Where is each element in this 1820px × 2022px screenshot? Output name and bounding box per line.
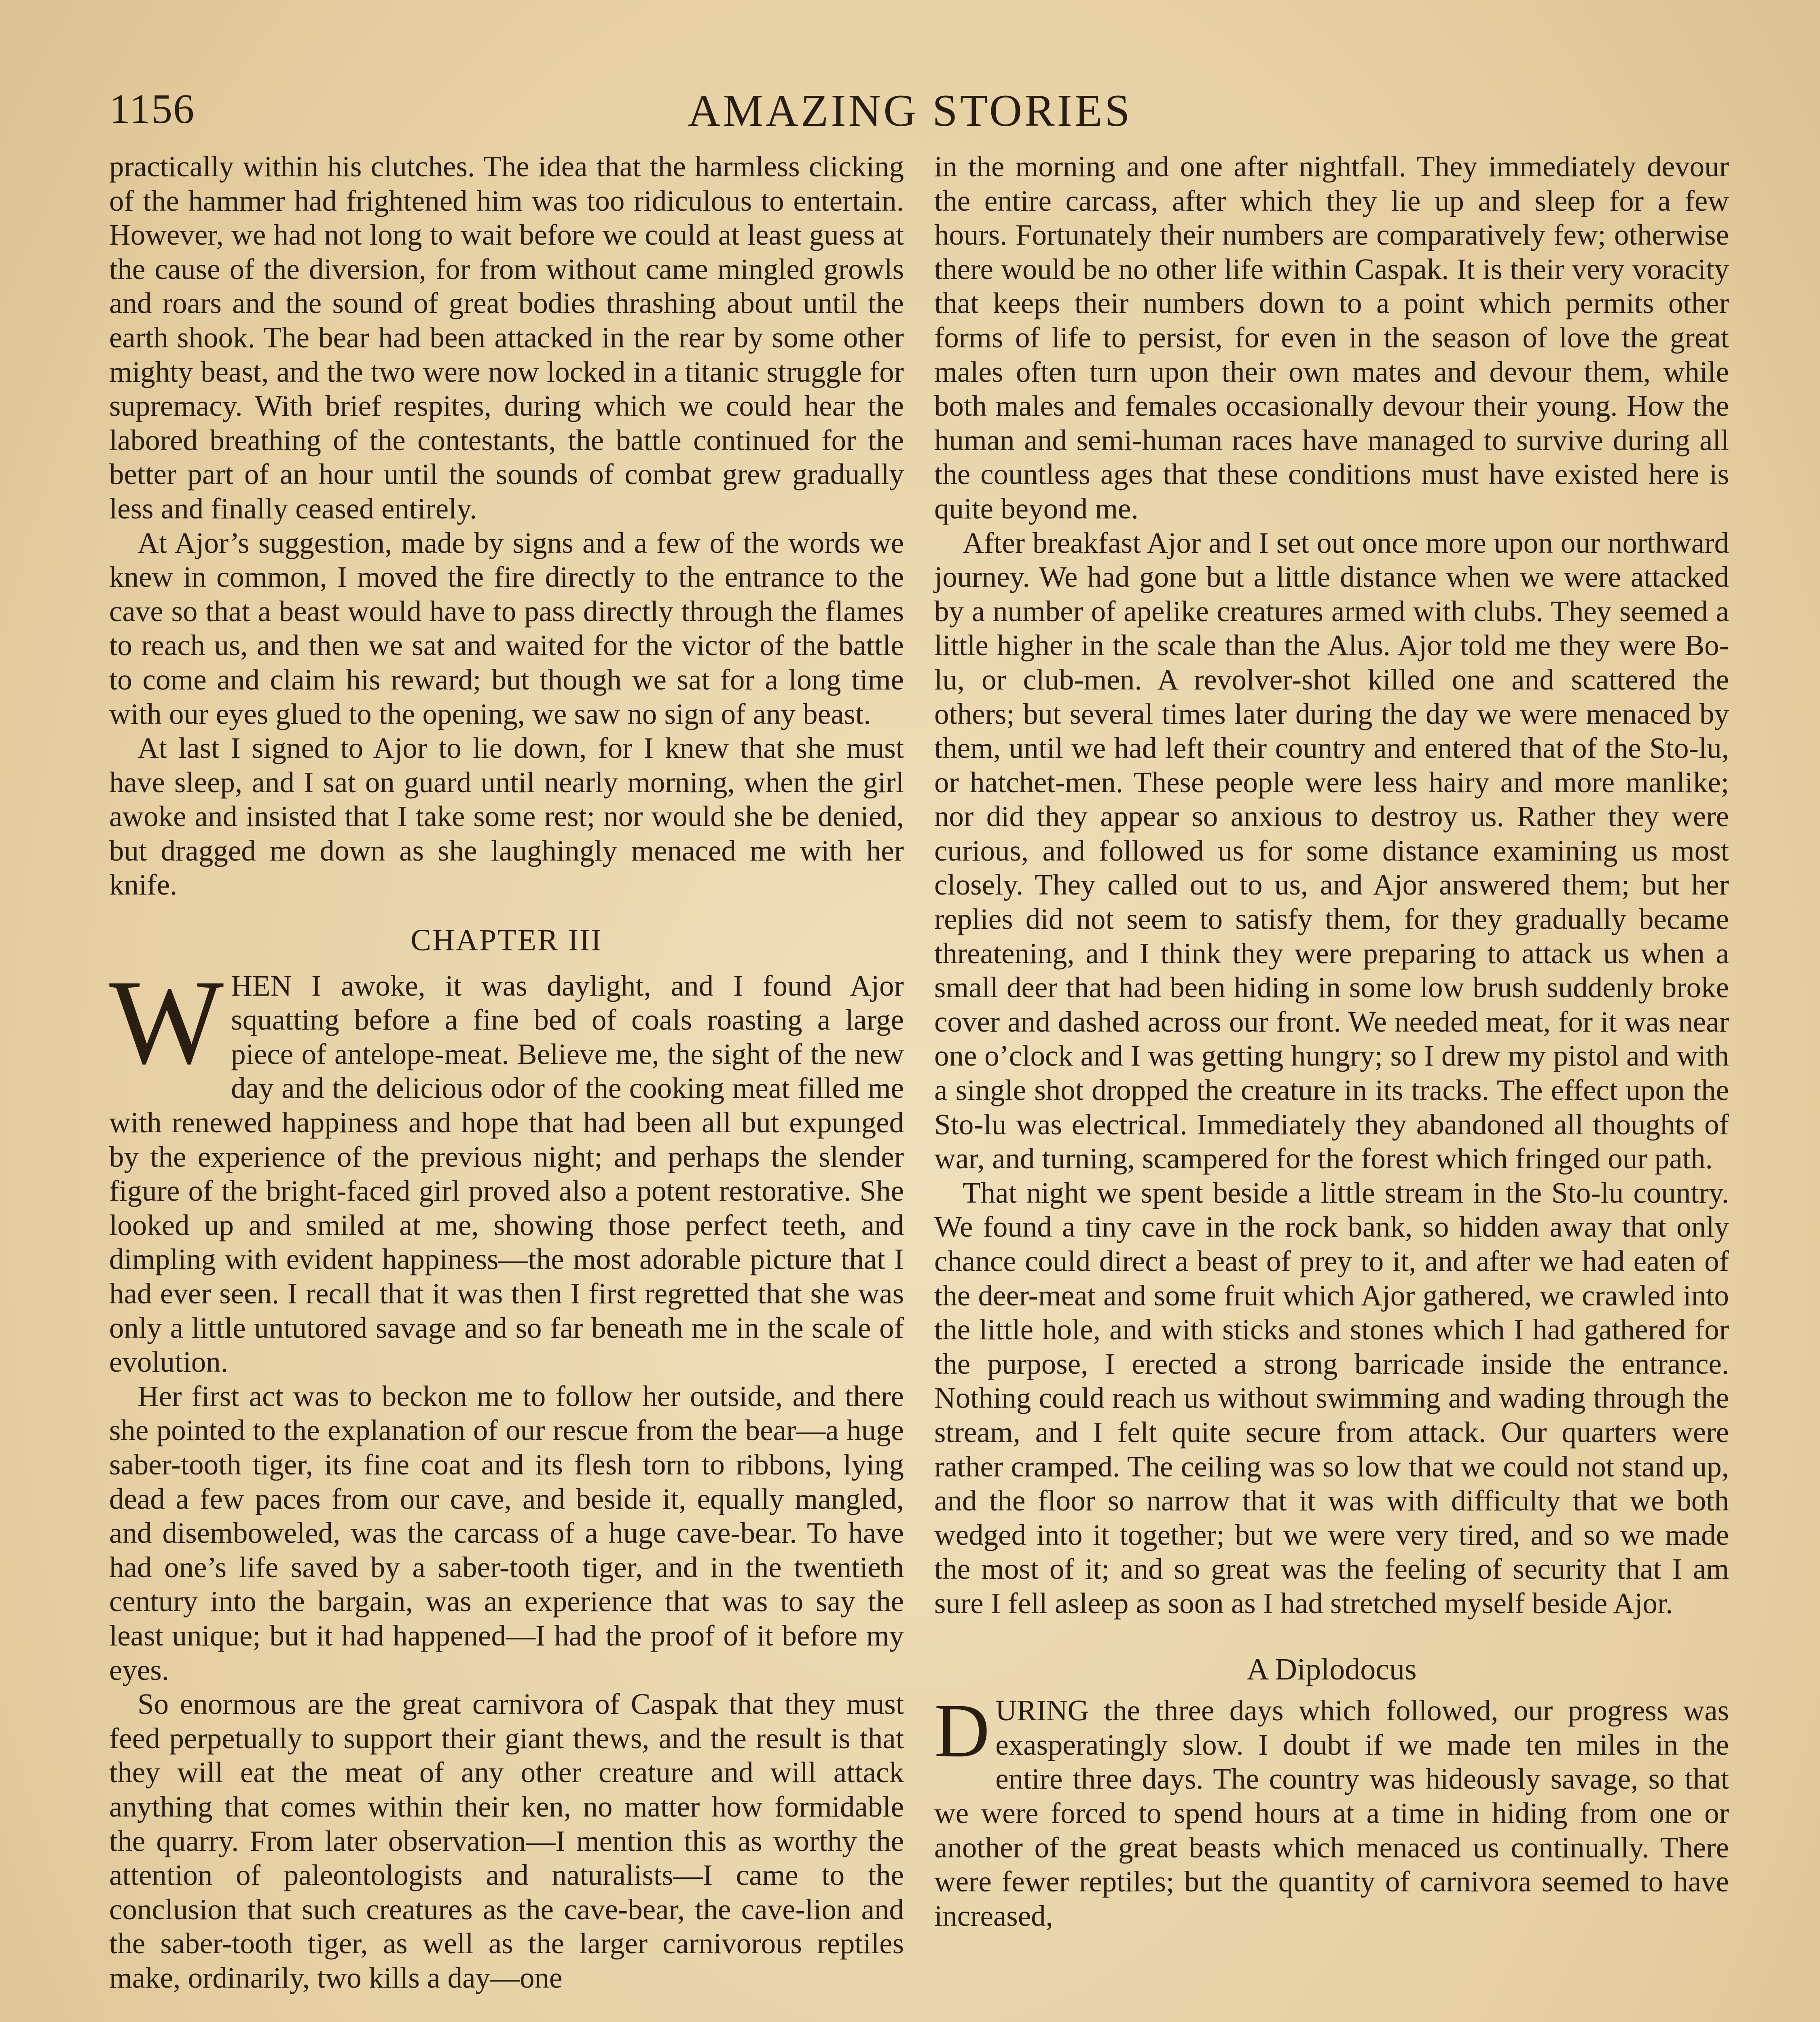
- section-subheading: A Diplodocus: [1246, 1652, 1417, 1686]
- left-column: [109, 150, 904, 1995]
- drop-cap: D: [934, 1688, 990, 1774]
- page-number: 1156: [109, 86, 195, 132]
- chapter-heading: CHAPTER III: [411, 923, 603, 958]
- body-paragraph: At last I signed to Ajor to lie down, for I knew that she must have sleep, and I sat on guard until nearly morning, when the girl awoke and insisted that I take some rest; nor would she be denied, but dragged me down as she laughingly menaced me with her knife.: [109, 732, 904, 901]
- body-paragraph: So enormous are the great carnivora of Caspak that they must feed perpetually to support their giant thews, and the result is that they will eat the meat of any other creature and will attack anything that comes within their ken, no matter how formidable the quarry. From later observation—I mention this as worthy the attention of paleontologists and naturalists—I came to the conclusion that such creatures as the cave-bear, the cave-lion and the saber-tooth tiger, as well as the larger carnivorous reptiles make, ordinarily, two kills a day—one: [109, 1688, 904, 1994]
- drop-cap: W: [109, 954, 224, 1089]
- section-opening-text: URING the three days which followed, our progress was exasperatingly slow. I doubt if we made ten miles in the entire three days. The country was hideously savage, so that we were forced to spend hours at a time in hiding from one or another of the great beasts which menaced us continually. There were fewer reptiles; but the quantity of carnivora seemed to have increased,: [934, 1694, 1729, 1932]
- body-paragraph: practically within his clutches. The idea that the harmless clicking of the hammer had frightened him was too ridiculous to entertain. However, we had not long to wait before we could at least guess at the cause of the diversion, for from without came mingled growls and roars and the sound of great bodies thrashing about until the earth shook. The bear had been attacked in the rear by some other mighty beast, and the two were now locked in a titanic struggle for supremacy. With brief respites, during which we could hear the labored breathing of the contestants, the battle continued for the better part of an hour until the sounds of combat grew gradually less and finally ceased entirely.: [109, 150, 904, 525]
- right-column: [934, 150, 1729, 1933]
- body-paragraph: That night we spent beside a little stream in the Sto-lu country. We found a tiny cave in the rock bank, so hidden away that only chance could direct a beast of prey to it, and after we had eaten of the deer-meat and some fruit which Ajor gathered, we crawled into the little hole, and with sticks and stones which I had gathered for the purpose, I erected a strong barricade inside the entrance. Nothing could reach us without swimming and wading through the stream, and I felt quite secure from attack. Our quarters were rather cramped. The ceiling was so low that we could not stand up, and the floor so narrow that it was with difficulty that we both wedged into it together; but we were very tired, and so we made the most of it; and so great was the feeling of security that I am sure I fell asleep as soon as I had stretched myself beside Ajor.: [934, 1176, 1729, 1620]
- body-paragraph: Her first act was to beckon me to follow her outside, and there she pointed to the explanation of our rescue from the bear—a huge saber-tooth tiger, its fine coat and its flesh torn to ribbons, lying dead a few paces from our cave, and beside it, equally mangled, and disemboweled, was the carcass of a huge cave-bear. To have had one’s life saved by a saber-tooth tiger, and in the twentieth century into the bargain, was an experience that was to say the least unique; but it had happened—I had the proof of it before my eyes.: [109, 1379, 904, 1686]
- chapter-opening-text: HEN I awoke, it was daylight, and I found Ajor squatting before a fine bed of coals roasting a large piece of antelope-meat. Believe me, the sight of the new day and the delicious odor of the cooking meat filled me with renewed happiness and hope that had been all but expunged by the experience of the previous night; and perhaps the slender figure of the bright-faced girl proved also a potent restorative. She looked up and smiled at me, showing those perfect teeth, and dimpling with evident happiness—the most adorable picture that I had ever seen. I recall that it was then I first regretted that she was only a little untutored savage and so far beneath me in the scale of evolution.: [109, 969, 904, 1379]
- body-paragraph: in the morning and one after nightfall. They immediately devour the entire carcass, after which they lie up and sleep for a few hours. Fortunately their numbers are comparatively few; otherwise there would be no other life within Caspak. It is their very voracity that keeps their numbers down to a point which permits other forms of life to persist, for even in the season of love the great males often turn upon their own mates and devour them, while both males and females occasionally devour their young. How the human and semi-human races have managed to survive during all the countless ages that these conditions must have existed here is quite beyond me.: [934, 150, 1729, 525]
- page-header: [109, 73, 1711, 150]
- chapter-opening-paragraph: [109, 954, 904, 1379]
- body-paragraph: At Ajor’s suggestion, made by signs and a few of the words we knew in common, I moved the fire directly to the entrance to the cave so that a beast would have to pass directly through the flames to reach us, and then we sat and waited for the victor of the battle to come and claim his reward; but though we sat for a long time with our eyes glued to the opening, we saw no sign of any beast.: [109, 526, 904, 730]
- magazine-title: AMAZING STORIES: [688, 86, 1132, 136]
- section-opening-paragraph: [934, 1688, 1729, 1933]
- body-paragraph: After breakfast Ajor and I set out once more upon our northward journey. We had gone but a little distance when we were attacked by a number of apelike creatures armed with clubs. They seemed a little higher in the scale than the Alus. Ajor told me they were Bo-lu, or club-men. A revolver-shot killed one and scattered the others; but several times later during the day we were menaced by them, until we had left their country and entered that of the Sto-lu, or hatchet-men. These people were less hairy and more manlike; nor did they appear so anxious to destroy us. Rather they were curious, and followed us for some distance examining us most closely. They called out to us, and Ajor answered them; but her replies did not seem to satisfy them, for they gradually became threatening, and I think they were preparing to attack us when a small deer that had been hiding in some low brush suddenly broke cover and dashed across our front. We needed meat, for it was near one o’clock and I was getting hungry; so I drew my pistol and with a single shot dropped the creature in its tracks. The effect upon the Sto-lu was electrical. Immediately they abandoned all thoughts of war, and turning, scampered for the forest which fringed our path.: [934, 526, 1729, 1175]
